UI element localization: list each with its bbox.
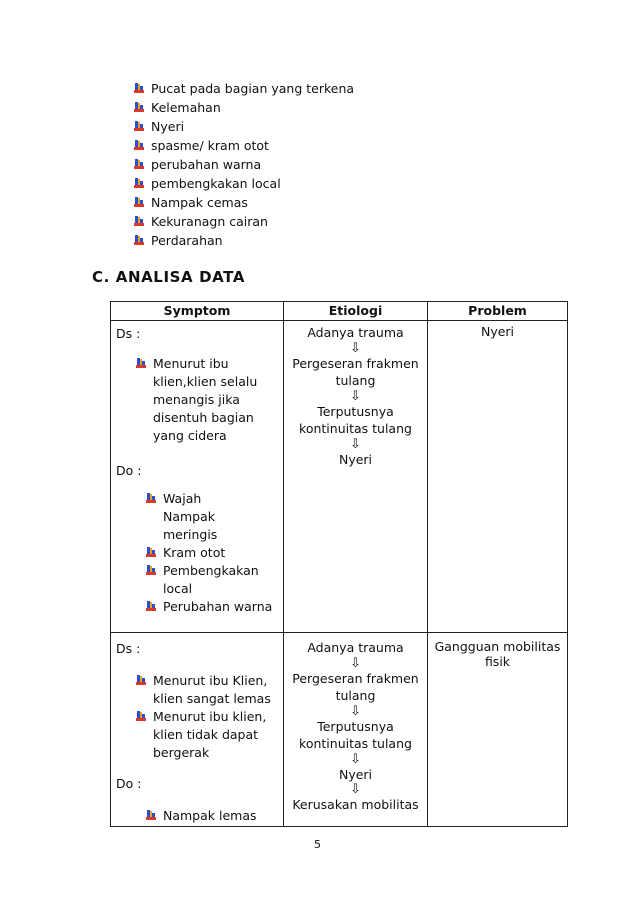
do-list bbox=[146, 490, 273, 616]
ds-list bbox=[136, 672, 282, 762]
list-item bbox=[146, 490, 246, 544]
bullet-text: perubahan warna bbox=[151, 157, 262, 172]
do-list bbox=[146, 807, 282, 825]
list-item bbox=[136, 355, 280, 445]
top-bullet-list bbox=[134, 79, 354, 250]
table-row bbox=[111, 633, 568, 827]
column-header-symptom: Symptom bbox=[111, 302, 284, 321]
pencil-bullet-icon bbox=[146, 565, 156, 576]
list-item bbox=[136, 672, 282, 708]
etiologi-step: Nyeri bbox=[338, 766, 373, 782]
down-arrow-icon: ⇩ bbox=[350, 703, 361, 719]
down-arrow-icon: ⇩ bbox=[350, 655, 361, 671]
list-item bbox=[146, 807, 282, 825]
pencil-bullet-icon bbox=[146, 601, 156, 612]
do-item-text: Wajah Nampak meringis bbox=[163, 491, 218, 542]
etiologi-step: Pergeseran frakmen tulang bbox=[292, 670, 419, 703]
pencil-bullet-icon bbox=[134, 235, 144, 246]
bullet-text: pembengkakan local bbox=[151, 176, 281, 191]
do-label: Do : bbox=[116, 463, 142, 478]
list-item bbox=[134, 193, 354, 212]
bullet-text: spasme/ kram otot bbox=[151, 138, 269, 153]
pencil-bullet-icon bbox=[134, 121, 144, 132]
pencil-bullet-icon bbox=[136, 711, 146, 722]
pencil-bullet-icon bbox=[134, 197, 144, 208]
analisa-data-table bbox=[110, 301, 568, 827]
pencil-bullet-icon bbox=[136, 675, 146, 686]
ds-list bbox=[136, 355, 280, 445]
do-label: Do : bbox=[116, 776, 142, 791]
symptom-cell bbox=[111, 633, 284, 827]
table-row bbox=[111, 321, 568, 633]
list-item bbox=[134, 231, 354, 250]
bullet-text: Nyeri bbox=[151, 119, 185, 134]
column-header-problem: Problem bbox=[428, 302, 568, 321]
list-item bbox=[134, 117, 354, 136]
bullet-text: Kelemahan bbox=[151, 100, 221, 115]
bullet-text: Pucat pada bagian yang terkena bbox=[151, 81, 355, 96]
pencil-bullet-icon bbox=[134, 83, 144, 94]
bullet-text: Perdarahan bbox=[151, 233, 223, 248]
down-arrow-icon: ⇩ bbox=[350, 388, 361, 404]
pencil-bullet-icon bbox=[146, 493, 156, 504]
list-item bbox=[134, 98, 354, 117]
table-header-row bbox=[111, 302, 568, 321]
etiologi-step: Kerusakan mobilitas bbox=[292, 797, 419, 812]
pencil-bullet-icon bbox=[134, 140, 144, 151]
ds-item-text: Menurut ibu klien, klien tidak dapat bergerak bbox=[153, 709, 267, 760]
list-item bbox=[134, 174, 354, 193]
problem-text: Gangguan mobilitas fisik bbox=[434, 639, 561, 669]
pencil-bullet-icon bbox=[134, 102, 144, 113]
ds-label: Ds : bbox=[116, 326, 141, 341]
bullet-text: Kekuranagn cairan bbox=[151, 214, 268, 229]
symptom-cell bbox=[111, 321, 284, 633]
list-item bbox=[146, 544, 246, 562]
etiologi-step: Nyeri bbox=[338, 451, 373, 467]
pencil-bullet-icon bbox=[134, 159, 144, 170]
list-item bbox=[134, 79, 354, 98]
list-item bbox=[146, 562, 259, 598]
problem-text: Nyeri bbox=[480, 324, 515, 339]
pencil-bullet-icon bbox=[146, 810, 156, 821]
down-arrow-icon: ⇩ bbox=[350, 782, 361, 797]
down-arrow-icon: ⇩ bbox=[350, 340, 361, 356]
do-item-text: Kram otot bbox=[163, 545, 226, 560]
etiologi-cell bbox=[284, 633, 428, 827]
do-item-text: Nampak lemas bbox=[163, 808, 257, 823]
ds-label: Ds : bbox=[116, 641, 141, 656]
pencil-bullet-icon bbox=[146, 547, 156, 558]
list-item bbox=[146, 598, 273, 616]
list-item bbox=[136, 708, 282, 762]
list-item bbox=[134, 155, 354, 174]
column-header-etiologi: Etiologi bbox=[284, 302, 428, 321]
list-item bbox=[134, 136, 354, 155]
down-arrow-icon: ⇩ bbox=[350, 436, 361, 452]
etiologi-step: Pergeseran frakmen tulang bbox=[292, 355, 419, 388]
pencil-bullet-icon bbox=[134, 178, 144, 189]
pencil-bullet-icon bbox=[136, 358, 146, 369]
etiologi-cell bbox=[284, 321, 428, 633]
do-item-text: Pembengkakan local bbox=[163, 563, 259, 596]
etiologi-step: Terputusnya kontinuitas tulang bbox=[299, 403, 412, 436]
etiologi-step: Terputusnya kontinuitas tulang bbox=[299, 718, 412, 751]
problem-cell bbox=[428, 321, 568, 633]
page-number: 5 bbox=[314, 838, 321, 851]
ds-item-text: Menurut ibu klien,klien selalu menangis jika disentuh bagian yang cidera bbox=[153, 356, 258, 443]
bullet-text: Nampak cemas bbox=[151, 195, 248, 210]
list-item bbox=[134, 212, 354, 231]
problem-cell bbox=[428, 633, 568, 827]
section-title: C. ANALISA DATA bbox=[92, 268, 246, 286]
pencil-bullet-icon bbox=[134, 216, 144, 227]
etiologi-step: Adanya trauma bbox=[307, 325, 404, 340]
down-arrow-icon: ⇩ bbox=[350, 751, 361, 767]
do-item-text: Perubahan warna bbox=[163, 599, 273, 614]
ds-item-text: Menurut ibu Klien, klien sangat lemas bbox=[153, 673, 271, 706]
etiologi-step: Adanya trauma bbox=[307, 640, 404, 655]
